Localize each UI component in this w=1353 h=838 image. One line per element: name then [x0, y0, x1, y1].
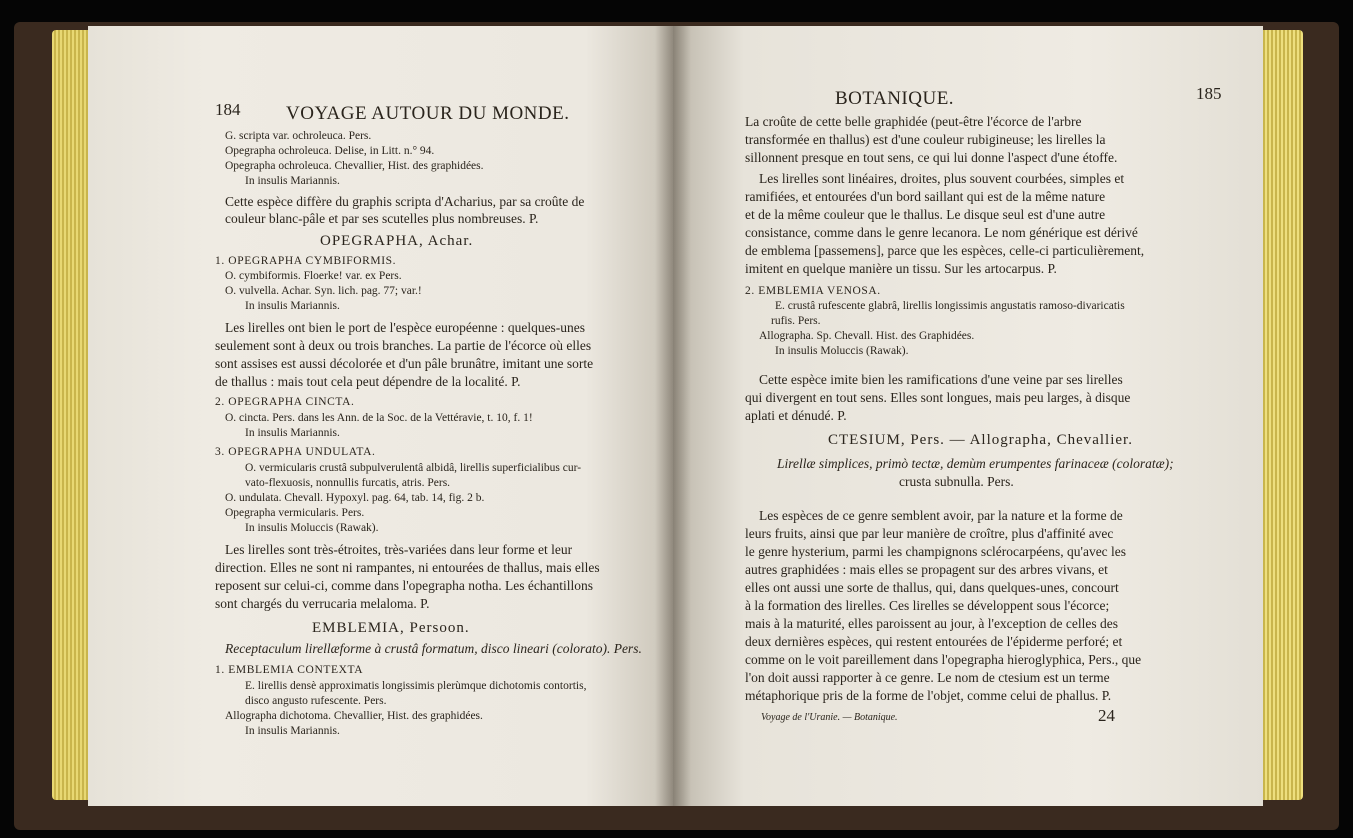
book-gutter [655, 26, 691, 806]
text-line: métaphorique pris de la forme de l'objet, comme celui de phallus. P. [745, 688, 1112, 703]
text-line: transformée en thallus) est d'une couleur rubigineuse; les lirelles la [745, 132, 1106, 147]
text-line: sont assises est aussi décolorée et d'un pâle brunâtre, imitant une sorte [215, 356, 594, 371]
page-number: 185 [1196, 84, 1222, 103]
text-line: In insulis Mariannis. [245, 725, 340, 737]
text-line: rufis. Pers. [771, 315, 821, 327]
genus-description: Lirellæ simplices, primò tectæ, demùm erumpentes farinaceæ (coloratæ); [777, 456, 1174, 471]
text-line: G. scripta var. ochroleuca. Pers. [225, 130, 372, 142]
species-heading: 1. EMBLEMIA CONTEXTA [215, 664, 364, 676]
text-line: ramifiées, et entourées d'un bord saillant qui est de la même nature [745, 189, 1106, 204]
text-line: Opegrapha ochroleuca. Chevallier, Hist. des graphidées. [225, 160, 484, 172]
text-line: O. vermicularis crustâ subpulverulentâ albidâ, lirellis superficialibus cur- [245, 462, 582, 474]
left-page [88, 26, 673, 806]
text-line: seulement sont à deux ou trois branches. La partie de l'écorce où elles [215, 338, 592, 353]
text-line: qui divergent en tout sens. Elles sont longues, mais peu larges, à disque [745, 390, 1131, 405]
text-line: Opegrapha ochroleuca. Delise, in Litt. n.° 94. [225, 145, 435, 157]
text-line: E. lirellis densè approximatis longissimis plerùmque dichotomis contortis, [245, 680, 587, 692]
text-line: In insulis Moluccis (Rawak). [245, 522, 379, 534]
footer-imprint: Voyage de l'Uranie. — Botanique. [761, 712, 898, 723]
text-line: E. crustâ rufescente glabrâ, lirellis longissimis angustatis ramoso-divaricatis [775, 300, 1125, 312]
text-line: Les lirelles sont linéaires, droites, plus souvent courbées, simples et [759, 171, 1125, 186]
text-line: O. cincta. Pers. dans les Ann. de la Soc. de la Vettéravie, t. 10, f. 1! [225, 412, 533, 424]
text-line: Les lirelles ont bien le port de l'espèce européenne : quelques-unes [225, 320, 586, 335]
text-line: In insulis Mariannis. [245, 427, 340, 439]
text-line: In insulis Mariannis. [245, 300, 340, 312]
text-line: O. vulvella. Achar. Syn. lich. pag. 77; var.! [225, 285, 422, 297]
text-line: sont chargés du verrucaria melaloma. P. [215, 596, 430, 611]
text-line: Cette espèce diffère du graphis scripta d'Acharius, par sa croûte de [225, 194, 585, 209]
text-line: In insulis Moluccis (Rawak). [775, 345, 909, 357]
text-line: elles ont aussi une sorte de thallus, qui, dans quelques-unes, concourt [745, 580, 1119, 595]
text-line: In insulis Mariannis. [245, 175, 340, 187]
text-line: La croûte de cette belle graphidée (peut-être l'écorce de l'arbre [745, 114, 1082, 129]
signature-mark: 24 [1098, 706, 1115, 725]
right-page [673, 26, 1263, 806]
text-line: Opegrapha vermicularis. Pers. [225, 507, 365, 519]
text-line: leurs fruits, ainsi que par leur manière de croître, plus d'affinité avec [745, 526, 1114, 541]
text-line: Les lirelles sont très-étroites, très-variées dans leur forme et leur [225, 542, 573, 557]
species-heading: 2. EMBLEMIA VENOSA. [745, 285, 881, 297]
text-line: disco angusto rufescente. Pers. [245, 695, 387, 707]
species-heading: 2. OPEGRAPHA CINCTA. [215, 396, 355, 408]
text-line: sillonnent presque en tout sens, ce qui lui donne l'aspect d'une étoffe. [745, 150, 1118, 165]
species-heading: 1. OPEGRAPHA CYMBIFORMIS. [215, 255, 397, 267]
text-line: mais à la maturité, elles paroissent au jour, à l'exception de celles des [745, 616, 1119, 631]
text-line: à la formation des lirelles. Ces lirelles se développent sous l'écorce; [745, 598, 1110, 613]
text-line: autres graphidées : mais elles se propagent sur des arbres vivans, et [745, 562, 1108, 577]
left-page-edges [52, 30, 92, 800]
section-heading: EMBLEMIA, Persoon. [312, 620, 470, 636]
text-line: Cette espèce imite bien les ramifications d'une veine par ses lirelles [759, 372, 1123, 387]
text-line: aplati et dénudé. P. [745, 408, 847, 423]
text-line: direction. Elles ne sont ni rampantes, ni entourées de thallus, mais elles [215, 560, 600, 575]
section-heading: OPEGRAPHA, Achar. [320, 233, 474, 249]
section-heading: CTESIUM, Pers. — Allographa, Chevallier. [828, 432, 1133, 448]
text-line: l'on doit aussi rapporter à ce genre. Le nom de ctesium est un terme [745, 670, 1110, 685]
genus-description: Receptaculum lirellæforme à crustâ formatum, disco lineari (colorato). Pers. [225, 641, 642, 656]
species-heading: 3. OPEGRAPHA UNDULATA. [215, 446, 376, 458]
text-line: reposent sur celui-ci, comme dans l'opegrapha notha. Les échantillons [215, 578, 594, 593]
text-line: Les espèces de ce genre semblent avoir, par la nature et la forme de [759, 508, 1123, 523]
text-line: deux dernières espèces, qui restent entourées de l'épiderme perforé; et [745, 634, 1123, 649]
text-line: comme on le voit pareillement dans l'opegrapha hieroglyphica, Pers., que [745, 652, 1142, 667]
genus-description: crusta subnulla. Pers. [899, 474, 1014, 489]
text-line: de emblema [passemens], parce que les espèces, celle-ci particulièrement, [745, 243, 1145, 258]
text-line: consistance, comme dans le genre lecanora. Le nom générique est dérivé [745, 225, 1138, 240]
running-head: VOYAGE AUTOUR DU MONDE. [286, 103, 570, 124]
text-line: vato-flexuosis, nonnullis furcatis, atris. Pers. [245, 477, 451, 489]
text-line: O. undulata. Chevall. Hypoxyl. pag. 64, tab. 14, fig. 2 b. [225, 492, 485, 504]
running-head: BOTANIQUE. [835, 88, 955, 109]
text-line: et de la même couleur que le thallus. Le disque seul est d'une autre [745, 207, 1106, 222]
text-line: Allographa. Sp. Chevall. Hist. des Graphidées. [759, 330, 975, 342]
page-number: 184 [215, 100, 241, 119]
text-line: couleur blanc-pâle et par ses scutelles plus nombreuses. P. [225, 211, 539, 226]
text-line: de thallus : mais tout cela peut dépendre de la localité. P. [215, 374, 521, 389]
text-line: Allographa dichotoma. Chevallier, Hist. des graphidées. [225, 710, 483, 722]
text-line: imitent en quelque manière un tissu. Sur les artocarpus. P. [745, 261, 1057, 276]
text-line: le genre hysterium, parmi les champignons sclérocarpéens, qu'avec les [745, 544, 1127, 559]
text-line: O. cymbiformis. Floerke! var. ex Pers. [225, 270, 402, 282]
